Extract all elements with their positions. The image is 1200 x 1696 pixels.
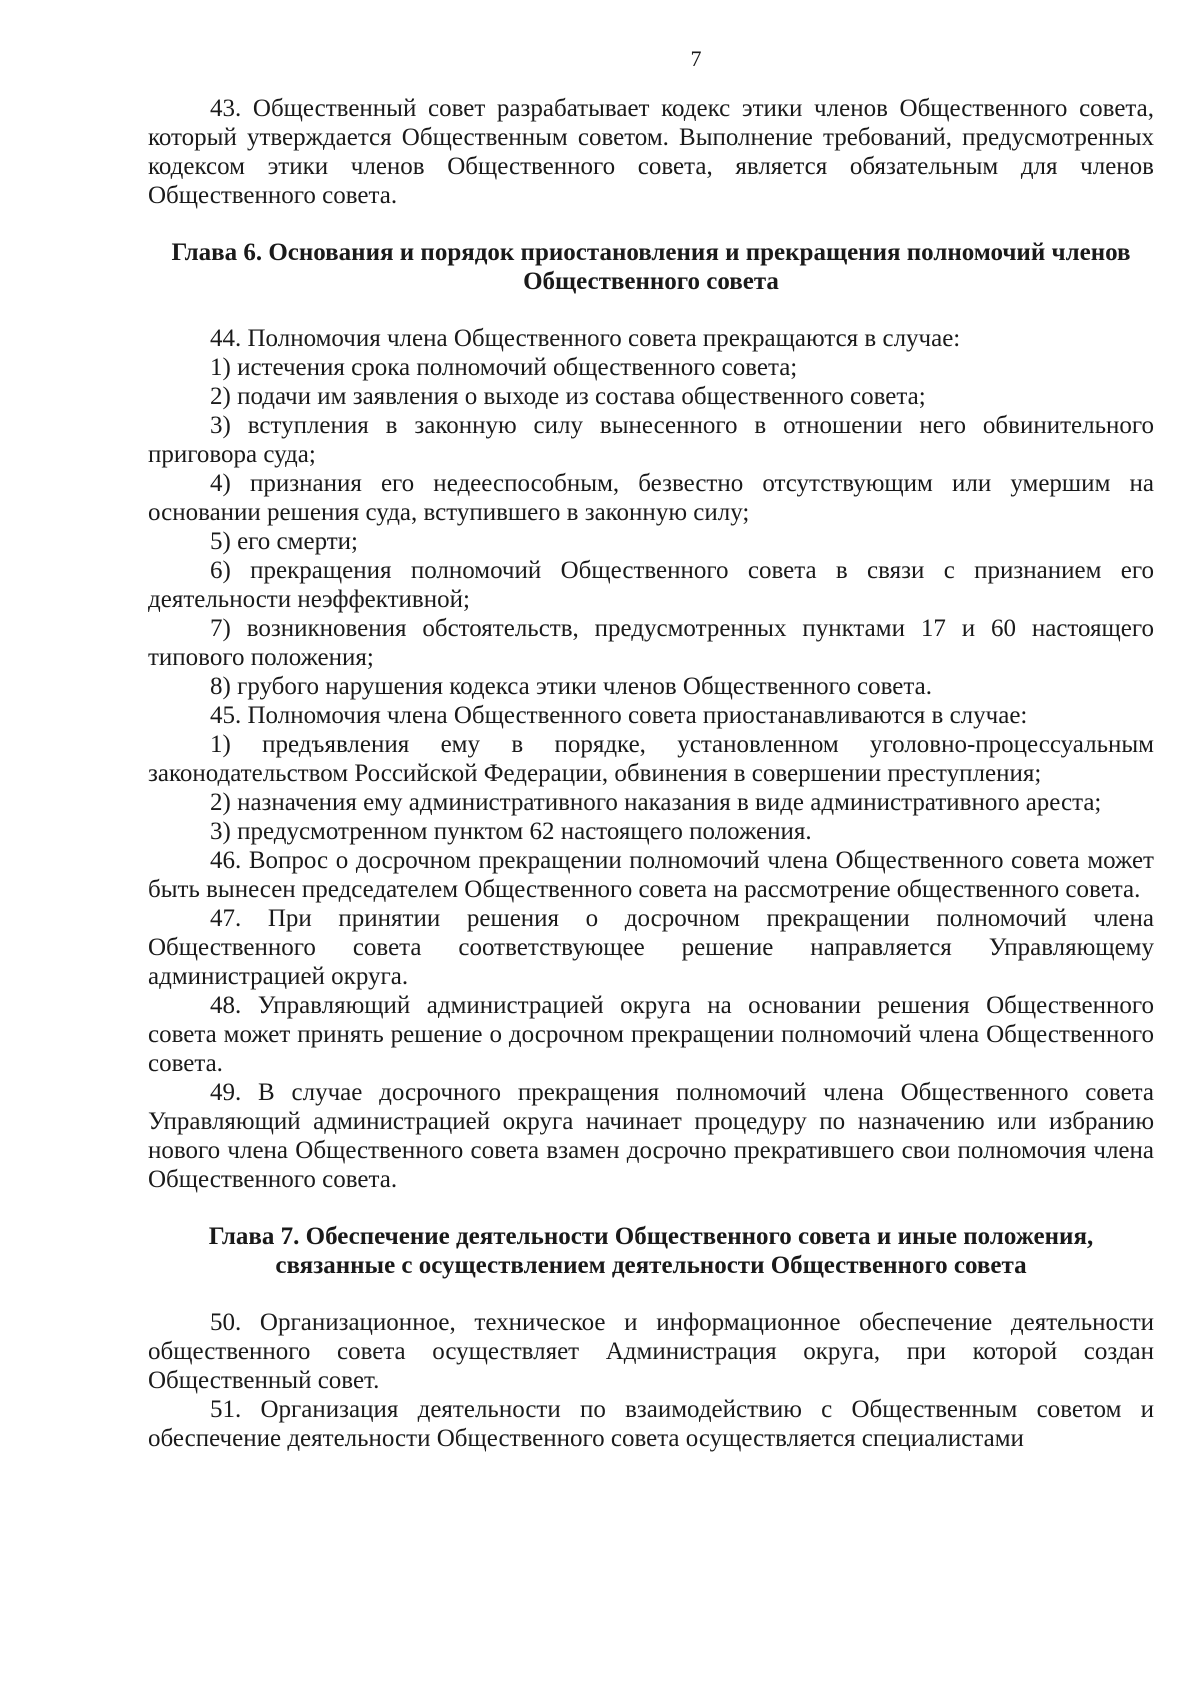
item-44: 44. Полномочия члена Общественного совета прекращаются в случае:: [210, 325, 961, 352]
item-44-8: 8) грубого нарушения кодекса этики членов Общественного совета.: [210, 673, 932, 700]
item-46: 46. Вопрос о досрочном прекращении полномочий члена Общественного совета может быть вынесен председателем Общественного совета на рассмотрение общественного совета.: [148, 847, 1154, 903]
item-45-3: 3) предусмотренном пунктом 62 настоящего положения.: [210, 818, 812, 845]
item-45-2: 2) назначения ему административного наказания в виде административного ареста;: [210, 789, 1102, 816]
item-44-4: 4) признания его недееспособным, безвестно отсутствующим или умершим на основании решения суда, вступившего в законную силу;: [148, 470, 1154, 526]
item-44-1: 1) истечения срока полномочий общественного совета;: [210, 354, 798, 381]
item-48: 48. Управляющий администрацией округа на основании решения Общественного совета может принять решение о досрочном прекращении полномочий члена Общественного совета.: [148, 992, 1154, 1077]
item-44-3: 3) вступления в законную силу вынесенного в отношении него обвинительного приговора суда;: [148, 412, 1154, 468]
item-50: 50. Организационное, техническое и информационное обеспечение деятельности общественного совета осуществляет Администрация округа, при которой создан Общественный совет.: [148, 1309, 1154, 1394]
item-45-1: 1) предъявления ему в порядке, установленном уголовно-процессуальным законодательством Российской Федерации, обвинения в совершении преступления;: [148, 731, 1154, 787]
chapter-6-heading: Глава 6. Основания и порядок приостановления и прекращения полномочий членов Общественного совета: [171, 239, 1131, 295]
item-47: 47. При принятии решения о досрочном прекращении полномочий члена Общественного совета соответствующее решение направляется Управляющему администрацией округа.: [148, 905, 1154, 990]
item-45: 45. Полномочия члена Общественного совета приостанавливаются в случае:: [210, 702, 1028, 729]
item-49: 49. В случае досрочного прекращения полномочий члена Общественного совета Управляющий администрацией округа начинает процедуру по назначению или избранию нового члена Общественного совета взамен досрочно прекратившего свои полномочия члена Общественного совета.: [148, 1079, 1154, 1193]
chapter-7-heading: Глава 7. Обеспечение деятельности Общественного совета и иные положения, связанные с осуществлением деятельности Общественного совета: [208, 1223, 1094, 1279]
item-44-7: 7) возникновения обстоятельств, предусмотренных пунктами 17 и 60 настоящего типового положения;: [148, 615, 1154, 671]
item-51: 51. Организация деятельности по взаимодействию с Общественным советом и обеспечение деятельности Общественного совета осуществляется специалистами: [148, 1396, 1154, 1452]
page-number: 7: [690, 46, 702, 71]
item-44-2: 2) подачи им заявления о выходе из состава общественного совета;: [210, 383, 926, 410]
item-44-5: 5) его смерти;: [210, 528, 358, 555]
item-44-6: 6) прекращения полномочий Общественного совета в связи с признанием его деятельности неэффективной;: [148, 557, 1154, 613]
paragraph-43: 43. Общественный совет разрабатывает кодекс этики членов Общественного совета, который утверждается Общественным советом. Выполнение требований, предусмотренных кодексом этики членов Общественного совета, является обязательным для членов Общественного совета.: [148, 95, 1154, 209]
